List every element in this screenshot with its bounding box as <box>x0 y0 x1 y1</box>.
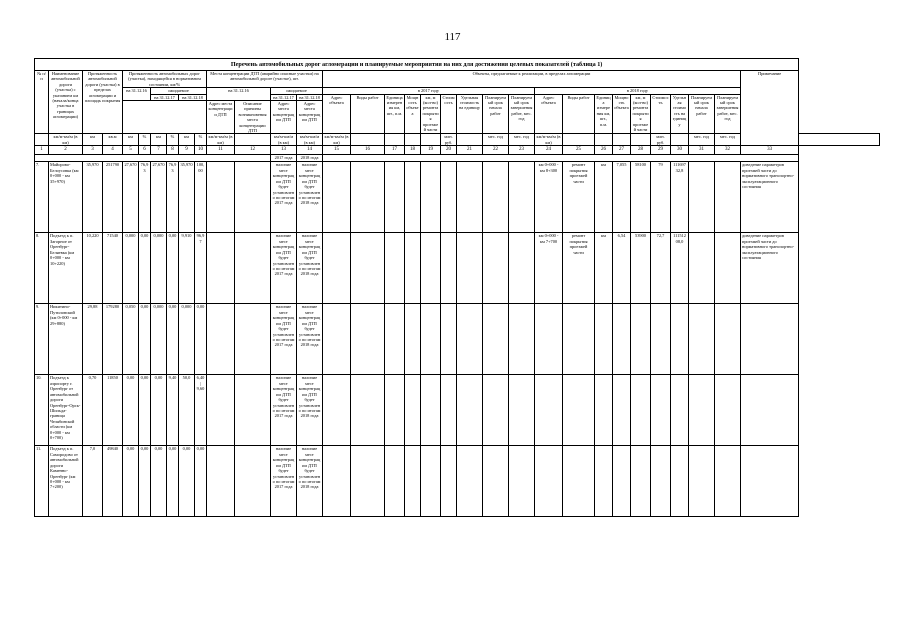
cell-empty <box>323 162 351 233</box>
cell-name: Подъезд к аэропорту г. Оренбург от автомобильной дороги Оренбург-Орск-Шильда-граница Челябинской области (км 0+000 - км 0+700) <box>49 375 83 446</box>
cell-empty <box>689 446 715 517</box>
plan-end-2018: Планируемый срок завершения работ, мес. год <box>715 94 741 134</box>
dtp-location-2017: Адрес места концентрации ДТП <box>271 101 297 134</box>
cell-empty <box>483 304 509 375</box>
cell-c8: 9,40 <box>167 375 179 446</box>
unit-2017: Единица измерения км, шт., п.м. <box>385 94 405 134</box>
unit-rub-2018: млн. руб. <box>651 134 671 146</box>
cell-empty <box>235 375 271 446</box>
work-type-2018: Виды работ <box>563 94 595 134</box>
column-number: 20 <box>441 146 457 155</box>
column-number: 25 <box>563 146 595 155</box>
cell-empty <box>689 162 715 233</box>
cell-c9: 35,970 <box>179 162 195 233</box>
cell-empty <box>235 233 271 304</box>
cell-empty <box>421 304 441 375</box>
cost-2017: Стоимость <box>441 94 457 134</box>
cell-c28 <box>631 446 651 517</box>
column-number: 21 <box>457 146 483 155</box>
cell-empty <box>421 233 441 304</box>
cell-c26 <box>595 375 613 446</box>
cell-no: 11. <box>35 446 49 517</box>
cell-empty <box>457 162 483 233</box>
cell-c9: 9,910 <box>179 233 195 304</box>
cell-empty <box>405 304 421 375</box>
cell-empty <box>235 446 271 517</box>
cell-c25: ремонт покрытия проезжей части <box>563 162 595 233</box>
plan-start-2017: Планируемый срок начала работ <box>483 94 509 134</box>
column-number: 28 <box>631 146 651 155</box>
cell-c10: 0,00 <box>195 304 207 375</box>
cell-empty <box>689 375 715 446</box>
cell-empty <box>323 304 351 375</box>
cell-empty <box>405 446 421 517</box>
column-number: 6 <box>139 146 151 155</box>
roads-table <box>34 58 880 517</box>
km-repair-2017: км, м (кол-во) ремонта покрытия проезжей части <box>422 94 439 133</box>
cell-empty <box>509 446 535 517</box>
cell-c29 <box>651 375 671 446</box>
cell-empty <box>385 162 405 233</box>
cell-c14: наличие мест концентрации ДТП будет установлено по итогам 2018 года <box>297 233 323 304</box>
cell-c8: 76,93 <box>167 162 179 233</box>
cell-empty <box>457 304 483 375</box>
column-number: 7 <box>151 146 167 155</box>
cell-c24 <box>535 375 563 446</box>
plan-end-2017: Планируемый срок завершения работ, мес. год <box>509 94 535 134</box>
cell-c24: км 0+000 - км 7+700 <box>535 233 563 304</box>
column-number: 32 <box>715 146 741 155</box>
column-number: 8 <box>167 146 179 155</box>
cell-empty <box>405 375 421 446</box>
cell-c14: наличие мест концентрации ДТП будет установлено по итогам 2018 года <box>297 375 323 446</box>
cell-c28 <box>631 304 651 375</box>
unit-obj-2017: км/м-км/м (в км) <box>323 134 351 146</box>
column-number: 24 <box>535 146 563 155</box>
table-row <box>35 375 880 446</box>
cell-empty <box>405 233 421 304</box>
cell-empty <box>351 375 385 446</box>
cell-empty <box>351 162 385 233</box>
cell-c25 <box>563 304 595 375</box>
cell-empty <box>715 446 741 517</box>
unit-km-a: км <box>83 134 103 146</box>
unit-area: кв.м <box>103 134 123 146</box>
cell-empty <box>483 162 509 233</box>
column-number: 15 <box>323 146 351 155</box>
cell-name: Никитино-Путиловский (км 0+000 - км 29+880) <box>49 304 83 375</box>
cell-c10: 96,97 <box>195 233 207 304</box>
dtp-address-header: Адрес места концентрации ДТП <box>207 101 235 134</box>
unit-pct-b: % <box>167 134 179 146</box>
cell-empty <box>207 375 235 446</box>
dtp-date-2017: на 31.12.17 <box>271 94 297 100</box>
year-label-2017: 2017 года <box>271 155 297 162</box>
column-number: 31 <box>689 146 715 155</box>
column-number: 13 <box>271 146 297 155</box>
cell-c29 <box>651 446 671 517</box>
cell-empty <box>323 233 351 304</box>
column-number: 27 <box>613 146 631 155</box>
cell-c10: 100,00 <box>195 162 207 233</box>
power-2017: Мощность объекта <box>405 94 421 134</box>
cell-empty <box>207 446 235 517</box>
column-number: 30 <box>671 146 689 155</box>
cell-empty <box>207 233 235 304</box>
cell-c7: 27,670 <box>151 162 167 233</box>
col-length-header: Протяженность автомобильной дороги (участка) в пределах агломерации и площадь покрытия <box>83 71 123 134</box>
cell-note: доведение параметров проезжей части до нормативного транспортно-эксплуатационного состояния <box>741 233 799 304</box>
col-no-header: № п/п <box>35 71 49 134</box>
cell-c5: 0,000 <box>123 233 139 304</box>
unit-pct-a: % <box>139 134 151 146</box>
cell-c25 <box>563 446 595 517</box>
date-2018: на 31.12.18 <box>179 94 207 100</box>
km-repair-2018: км, м (кол-во) ремонта покрытия проезжей части <box>632 94 649 133</box>
cell-area: 179280 <box>103 304 123 375</box>
page-number: 117 <box>444 31 461 43</box>
cell-c28 <box>631 375 651 446</box>
unit-kmsht: км/м-км/м (в км) <box>49 134 83 146</box>
cell-c29 <box>651 304 671 375</box>
column-number: 12 <box>235 146 271 155</box>
cell-len: 7,0 <box>83 446 103 517</box>
cell-c29: 79 <box>651 162 671 233</box>
cell-c8: 0,00 <box>167 233 179 304</box>
cell-empty <box>715 233 741 304</box>
cell-area: 251790 <box>103 162 123 233</box>
cost-udel-2017: Удельная стоимость на единицу <box>457 94 483 134</box>
year-2018-label: в 2018 году <box>535 88 741 94</box>
cell-empty <box>689 233 715 304</box>
cell-empty <box>715 304 741 375</box>
column-number: 3 <box>83 146 103 155</box>
cell-empty <box>715 375 741 446</box>
unit-dtp-c: км/м-км/м (в км) <box>297 134 323 146</box>
cell-c13: наличие мест концентрации ДТП будет установлено по итогам 2017 года <box>271 446 297 517</box>
column-number: 29 <box>651 146 671 155</box>
cell-empty <box>483 446 509 517</box>
date-2017: на 31.12.17 <box>151 94 179 100</box>
cell-empty <box>351 304 385 375</box>
cell-c27: 6,54 <box>613 233 631 304</box>
cell-empty <box>689 304 715 375</box>
unit-dtp-b: км/м-км/м (в км) <box>271 134 297 146</box>
cell-c27 <box>613 304 631 375</box>
unit-km-b: км <box>123 134 139 146</box>
cell-c5: 0,050 <box>123 304 139 375</box>
cell-c5: 0,00 <box>123 446 139 517</box>
cell-empty <box>457 446 483 517</box>
cell-empty <box>441 375 457 446</box>
cell-name: Подъезд к п. Самородово от автомобильной дороги Каменно-Оренбург (км 0+000 - км 7+200) <box>49 446 83 517</box>
cell-c7: 0,00 <box>151 375 167 446</box>
cell-empty <box>207 162 235 233</box>
column-number: 5 <box>123 146 139 155</box>
cell-empty <box>421 446 441 517</box>
column-number: 23 <box>509 146 535 155</box>
year-label-2018: 2018 года <box>297 155 323 162</box>
cell-c29: 72,7 <box>651 233 671 304</box>
unit-obj-2018: км/м-км/м (в км) <box>535 134 563 146</box>
cell-c6: 0,00 <box>139 233 151 304</box>
cell-empty <box>441 162 457 233</box>
cell-empty <box>207 304 235 375</box>
unit-mes-d: мес. год <box>715 134 741 146</box>
cell-len: 35,970 <box>83 162 103 233</box>
cell-c13: наличие мест концентрации ДТП будет установлено по итогам 2017 года <box>271 375 297 446</box>
cell-c27: 7,055 <box>613 162 631 233</box>
date-2016: на 31.12.16 <box>123 88 151 101</box>
cell-area: 71540 <box>103 233 123 304</box>
cost-udel-2018: Удельная стоимость на единицу <box>671 94 689 134</box>
column-number: 10 <box>195 146 207 155</box>
column-number: 22 <box>483 146 509 155</box>
unit-rub-2017: млн. руб. <box>441 134 457 146</box>
unit-mes-c: мес. год <box>689 134 715 146</box>
unit-2018: Единица измерения км, шт., п.м. <box>595 94 613 134</box>
dtp-expected-label: ожидаемое <box>271 88 323 94</box>
cell-empty <box>441 304 457 375</box>
cell-empty <box>457 233 483 304</box>
unit-mes-a: мес. год <box>483 134 509 146</box>
cell-note <box>741 375 799 446</box>
column-number: 9 <box>179 146 195 155</box>
cell-no: 8. <box>35 233 49 304</box>
cell-c13: наличие мест концентрации ДТП будет установлено по итогам 2017 года <box>271 304 297 375</box>
column-number: 16 <box>351 146 385 155</box>
cell-empty <box>483 233 509 304</box>
col-objects-header: Объекты, предлагаемые к реализации, в пределах агломерации <box>323 71 741 88</box>
cell-no: 7. <box>35 162 49 233</box>
cell-c13: наличие мест концентрации ДТП будет установлено по итогам 2017 года <box>271 233 297 304</box>
cell-c7: 0,00 <box>151 446 167 517</box>
unit-dtp-a: км/м-км/м (в км) <box>207 134 235 146</box>
cell-note <box>741 304 799 375</box>
cell-area: 49840 <box>103 446 123 517</box>
cell-no: 9. <box>35 304 49 375</box>
column-number: 11 <box>207 146 235 155</box>
cell-empty <box>385 233 405 304</box>
table-row <box>35 233 880 304</box>
cell-c27 <box>613 446 631 517</box>
table-row <box>35 446 880 517</box>
unit-pct-c: % <box>195 134 207 146</box>
column-number-row <box>35 146 880 155</box>
cell-c10: 6,40 | 9,60 <box>195 375 207 446</box>
column-number: 2 <box>49 146 83 155</box>
column-number: 33 <box>741 146 799 155</box>
unit-mes-b: мес. год <box>509 134 535 146</box>
cell-c9: 0,000 <box>179 304 195 375</box>
cell-empty <box>385 375 405 446</box>
column-number: 17 <box>385 146 405 155</box>
cell-c9: 0,00 <box>179 446 195 517</box>
cell-c25 <box>563 375 595 446</box>
cell-empty <box>509 304 535 375</box>
cell-c5: 27,670 <box>123 162 139 233</box>
column-number: 19 <box>421 146 441 155</box>
cell-c30 <box>671 375 689 446</box>
col-normative-header: Протяженность автомобильных дорог (участка), находящейся в нормативном состоянии, км/% <box>123 71 207 88</box>
column-number: 4 <box>103 146 123 155</box>
work-type-2017: Виды работ <box>351 94 385 134</box>
cell-empty <box>441 233 457 304</box>
cell-c6: 0,00 <box>139 304 151 375</box>
col-note-header: Примечание <box>741 71 799 146</box>
expected-label: ожидаемое <box>151 88 207 94</box>
cell-empty <box>323 375 351 446</box>
cell-c7: 0,000 <box>151 233 167 304</box>
column-number: 26 <box>595 146 613 155</box>
cell-c27 <box>613 375 631 446</box>
cell-note: доведение параметров проезжей части до нормативного транспортно-эксплуатационного состояния <box>741 162 799 233</box>
cell-c28: 53900 <box>631 233 651 304</box>
column-number: 18 <box>405 146 421 155</box>
cell-name: Майорово-Белоусовка (км 0+000 - км 35+970) <box>49 162 83 233</box>
cell-empty <box>385 446 405 517</box>
cell-empty <box>385 304 405 375</box>
col-dtp-header: Места концентрации ДТП (аварийно опасные участки) на автомобильной дороге (участке), шт. <box>207 71 323 88</box>
cell-c30: 11151208,0 <box>671 233 689 304</box>
table-row <box>35 304 880 375</box>
cell-c6: 0,00 <box>139 446 151 517</box>
unit-km-c: км <box>151 134 167 146</box>
year-label-row <box>35 155 880 162</box>
cell-c6: 76,93 <box>139 162 151 233</box>
cell-c30 <box>671 304 689 375</box>
obj-address-2018: Адрес объекта <box>535 94 563 134</box>
cell-empty <box>235 162 271 233</box>
dtp-location-2018: Адрес места концентрации ДТП <box>297 101 323 134</box>
column-number: 14 <box>297 146 323 155</box>
cell-note <box>741 446 799 517</box>
dtp-date-2016: на 31.12.16 <box>207 88 271 101</box>
cell-c25: ремонт покрытия проезжей части <box>563 233 595 304</box>
cell-empty <box>483 375 509 446</box>
cell-empty <box>509 233 535 304</box>
cell-len: 0,70 <box>83 375 103 446</box>
cell-c30 <box>671 446 689 517</box>
unit-km-d: км <box>179 134 195 146</box>
power-2018: Мощность объекта <box>613 94 631 134</box>
cell-empty <box>351 233 385 304</box>
cell-empty <box>421 375 441 446</box>
cell-c24 <box>535 446 563 517</box>
plan-start-2018: Планируемый срок начала работ <box>689 94 715 134</box>
cell-name: Подъезд к п. Загорное от Оренбург-Беляевка (км 0+000 - км 10+220) <box>49 233 83 304</box>
cell-empty <box>421 162 441 233</box>
cell-c6: 0,00 <box>139 375 151 446</box>
cell-c24 <box>535 304 563 375</box>
cell-c7: 0,000 <box>151 304 167 375</box>
cell-c8: 0,00 <box>167 304 179 375</box>
cell-len: 29,88 <box>83 304 103 375</box>
col-name-header: Наименование автомобильной дороги (участка) с указанием км (начала/конца участка в границах агломерации) <box>49 71 83 134</box>
cell-c26: км <box>595 233 613 304</box>
cell-c14: наличие мест концентрации ДТП будет установлено по итогам 2018 года <box>297 446 323 517</box>
cell-c14: наличие мест концентрации ДТП будет установлено по итогам 2018 года <box>297 304 323 375</box>
cell-empty <box>509 162 535 233</box>
cell-c13: наличие мест концентрации ДТП будет установлено по итогам 2017 года <box>271 162 297 233</box>
cell-c26: км <box>595 162 613 233</box>
cell-no: 10. <box>35 375 49 446</box>
cell-empty <box>457 375 483 446</box>
cell-area: 11850 <box>103 375 123 446</box>
cell-empty <box>323 446 351 517</box>
cell-empty <box>351 446 385 517</box>
table-title: Перечень автомобильных дорог агломерации и планируемые мероприятия на них для достижения целевых показателей (таблица 1) <box>35 59 799 71</box>
cell-empty <box>235 304 271 375</box>
dtp-reasons-header: Описание причины возникновения места концентрации ДТП <box>235 101 271 134</box>
cell-c26 <box>595 446 613 517</box>
dtp-date-2018: на 31.12.18 <box>297 94 323 100</box>
cell-empty <box>441 446 457 517</box>
cell-c10: 0,00 <box>195 446 207 517</box>
cell-c8: 0,00 <box>167 446 179 517</box>
cell-empty <box>509 375 535 446</box>
obj-address-2017: Адрес объекта <box>323 94 351 134</box>
cost-2018: Стоимость <box>651 94 671 134</box>
table-row <box>35 162 880 233</box>
cell-c14: наличие мест концентрации ДТП будет установлено по итогам 2018 года <box>297 162 323 233</box>
cell-empty <box>715 162 741 233</box>
cell-c28: 58100 <box>631 162 651 233</box>
cell-c9: 50,0 <box>179 375 195 446</box>
cell-c30: 11169732,8 <box>671 162 689 233</box>
column-number: 1 <box>35 146 49 155</box>
cell-c5: 0,00 <box>123 375 139 446</box>
cell-len: 10,220 <box>83 233 103 304</box>
cell-empty <box>405 162 421 233</box>
year-2017-label: в 2017 году <box>323 88 535 94</box>
cell-c26 <box>595 304 613 375</box>
cell-c24: км 0+000 - км 8+300 <box>535 162 563 233</box>
